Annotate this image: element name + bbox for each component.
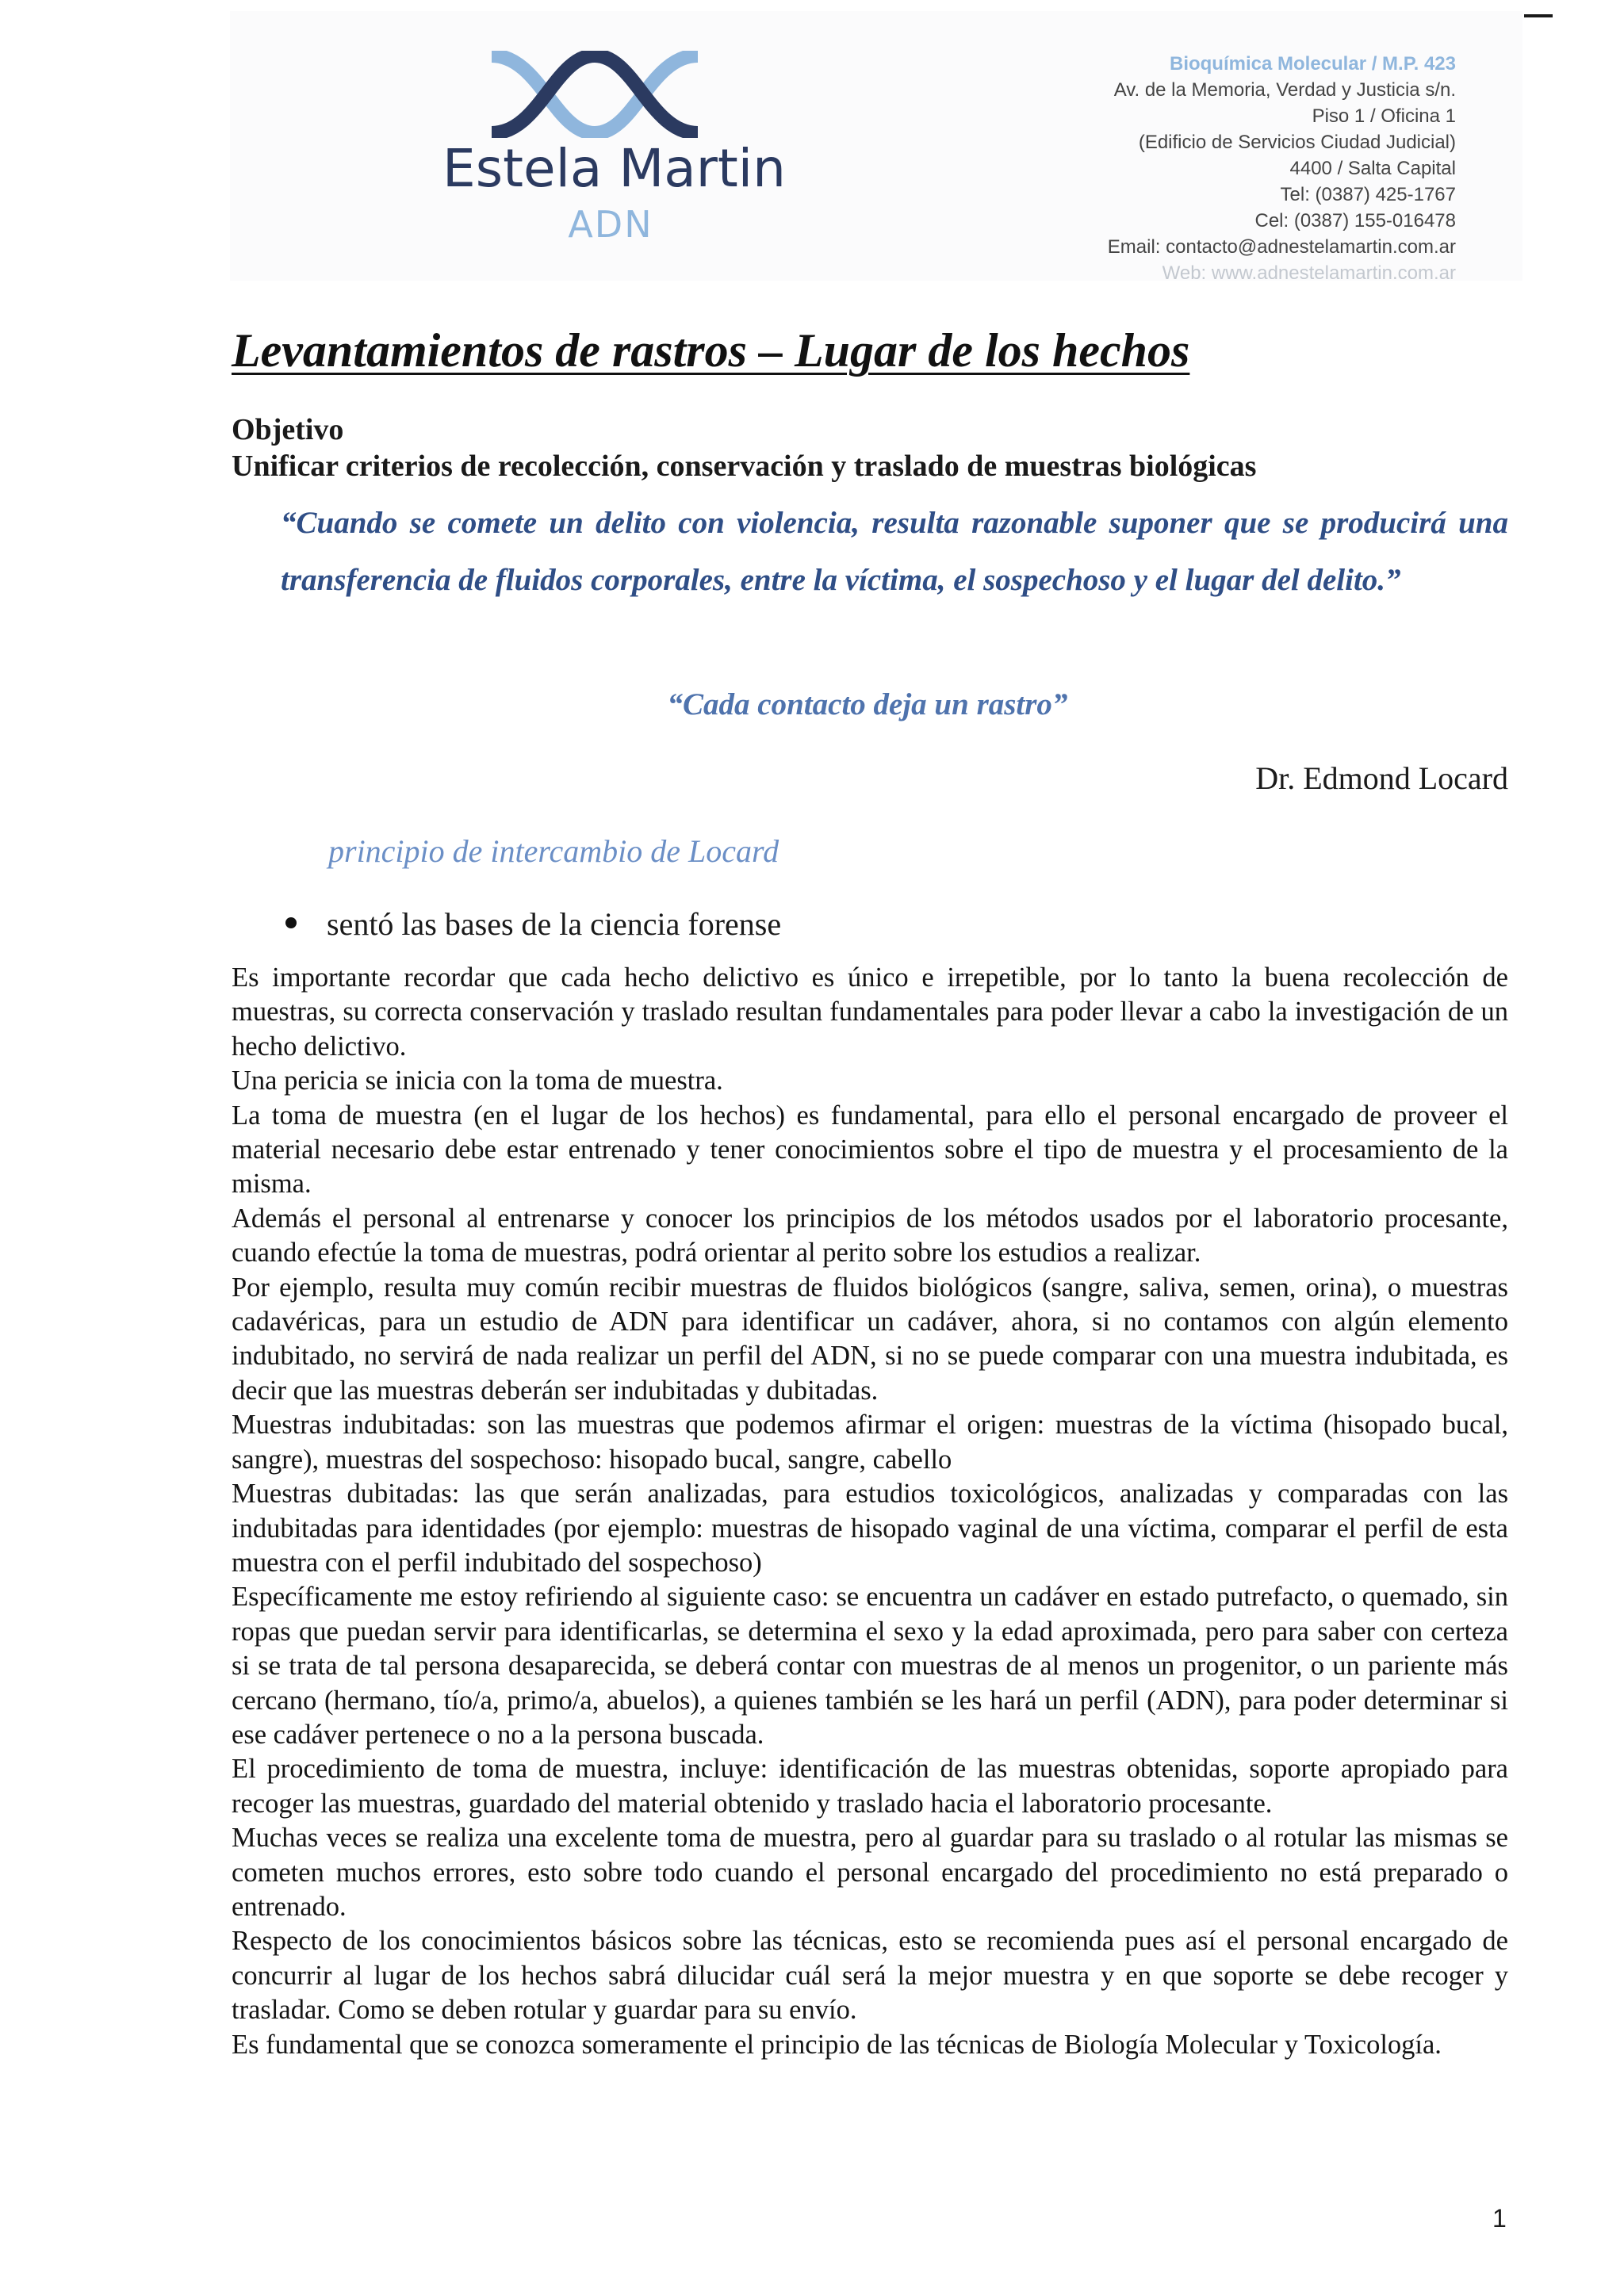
paragraph: Muestras dubitadas: las que serán analizadas, para estudios toxicológicos, analizadas y comparadas con las indubitadas para identidades (por ejemplo: muestras de hisopado vaginal de una víctima, comparar el perfil de esta muestra con el perfil indubitado del sospechoso)	[232, 1479, 1508, 1578]
paragraph: Además el personal al entrenarse y conocer los principios de los métodos usados por el laboratorio procesante, cuando efectúe la toma de muestras, podrá orientar al perito sobre los estudios a realizar.	[232, 1203, 1508, 1269]
short-quote: “Cada contacto deja un rastro”	[667, 687, 1068, 721]
body-text	[232, 961, 1508, 2062]
mobile-line: Cel: (0387) 155-016478	[1254, 210, 1456, 232]
paragraph: Específicamente me estoy refiriendo al siguiente caso: se encuentra un cadáver en estado putrefacto, o quemado, sin ropas que puedan servir para identificarlas, se determina el sexo y la edad aproximada, pero para saber con certeza si se trata de tal persona desaparecida, se deberá contar con muestras de al menos un progenitor, o un pariente más cercano (hermano, tío/a, primo/a, abuelos), a quienes también se les hará un perfil (ADN), para poder determinar si ese cadáver pertenece o no a la persona buscada.	[232, 1582, 1508, 1750]
address-line-4: 4400 / Salta Capital	[1289, 158, 1456, 179]
paragraph: Una pericia se inicia con la toma de muestra.	[232, 1066, 723, 1096]
email-line: Email: contacto@adnestelamartin.com.ar	[1107, 236, 1456, 258]
locard-quote: “Cuando se comete un delito con violencia, resulta razonable suponer que se producirá una transferencia de fluidos corporales, entre la víctima, el sospechoso y el lugar del delito.”	[281, 506, 1508, 597]
credential-line: Bioquímica Molecular / M.P. 423	[1169, 53, 1456, 75]
paragraph: La toma de muestra (en el lugar de los hechos) es fundamental, para ello el personal encargado de proveer el material necesario debe estar entrenado y tener conocimientos sobre el tipo de muestra y el procesamiento de la misma.	[232, 1100, 1508, 1200]
page-title: Levantamientos de rastros – Lugar de los hechos	[232, 324, 1190, 377]
web-line: Web: www.adnestelamartin.com.ar	[1162, 262, 1456, 284]
contact-info	[1108, 51, 1456, 286]
principle-heading: principio de intercambio de Locard	[328, 833, 779, 869]
paragraph: Respecto de los conocimientos básicos sobre las técnicas, esto se recomienda pues así el personal encargado de concurrir al lugar de los hechos sabrá dilucidar cuál será la mejor muestra y en que soporte se debe recoger y trasladar. Como se deben rotular y guardar para su envío.	[232, 1926, 1508, 2026]
bullet-text: sentó las bases de la ciencia forense	[327, 906, 782, 942]
logo	[428, 44, 793, 246]
logo-name: Estela Martin	[442, 138, 786, 199]
bullet-icon	[285, 917, 297, 928]
paragraph: Por ejemplo, resulta muy común recibir muestras de fluidos biológicos (sangre, saliva, semen, orina), o muestras cadavéricas, para un estudio de ADN para identificar un cadáver, ahora, si no contamos con algún elemento indubitado, no servirá de nada realizar un perfil del ADN, si no se puede comparar con una muestra indubitada, es decir que las muestras deberán ser indubitadas y dubitadas.	[232, 1272, 1508, 1406]
bullet-list-item	[285, 905, 781, 943]
address-line-1: Av. de la Memoria, Verdad y Justicia s/n.	[1113, 79, 1456, 101]
address-line-3: (Edificio de Servicios Ciudad Judicial)	[1138, 132, 1456, 153]
paragraph: Muchas veces se realiza una excelente toma de muestra, pero al guardar para su traslado o al rotular las mismas se cometen muchos errores, esto sobre todo cuando el personal encargado del procedimiento no está preparado o entrenado.	[232, 1823, 1508, 1922]
quote-author: Dr. Edmond Locard	[1255, 760, 1508, 796]
phone-line: Tel: (0387) 425-1767	[1280, 184, 1456, 205]
paragraph: Muestras indubitadas: son las muestras que podemos afirmar el origen: muestras de la víctima (hisopado bucal, sangre), muestras del sospechoso: hisopado bucal, sangre, cabello	[232, 1410, 1508, 1475]
logo-subtitle: ADN	[568, 203, 653, 246]
scan-corner-mark	[1524, 14, 1553, 17]
page-number: 1	[1492, 2204, 1507, 2233]
paragraph: Es fundamental que se conozca someramente el principio de las técnicas de Biología Molecular y Toxicología.	[232, 2029, 1442, 2060]
dna-helix-icon	[492, 51, 698, 138]
paragraph: Es importante recordar que cada hecho delictivo es único e irrepetible, por lo tanto la buena recolección de muestras, su correcta conservación y traslado resultan fundamentales para poder llevar a cabo la investigación de un hecho delictivo.	[232, 962, 1508, 1062]
objective-text: Unificar criterios de recolección, conservación y traslado de muestras biológicas	[232, 450, 1257, 483]
address-line-2: Piso 1 / Oficina 1	[1312, 105, 1456, 127]
paragraph: El procedimiento de toma de muestra, incluye: identificación de las muestras obtenidas, soporte apropiado para recoger las muestras, guardado del material obtenido y traslado hacia el laboratorio procesante.	[232, 1754, 1508, 1819]
objective-label: Objetivo	[232, 413, 344, 446]
